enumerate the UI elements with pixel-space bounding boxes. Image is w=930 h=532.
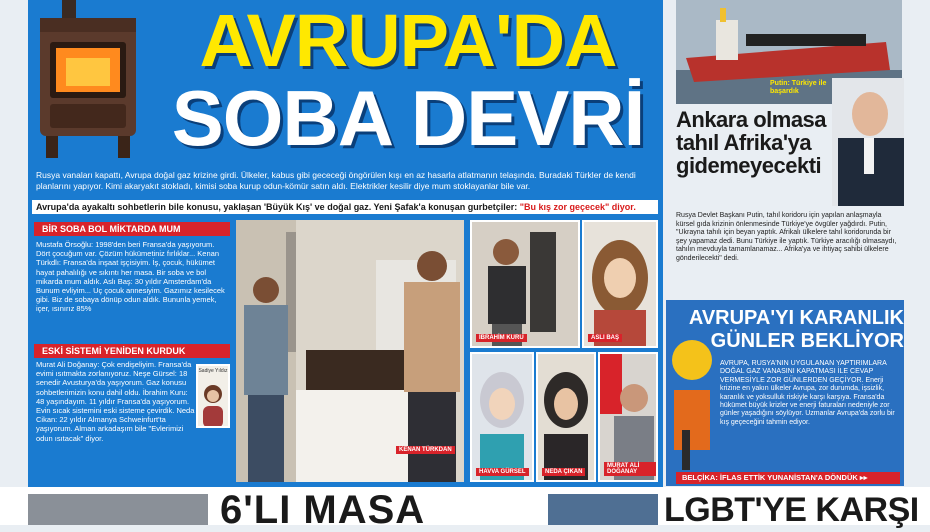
bottom-headline-right: LGBT'YE KARŞI xyxy=(664,491,919,529)
kitchen-photo-image xyxy=(236,220,464,482)
subline-quote: "Bu kış zor geçecek" diyor. xyxy=(519,202,636,212)
right-panel-headline2: GÜNLER BEKLİYOR xyxy=(710,330,904,352)
thumb-murat-ali-doganay xyxy=(598,352,658,482)
main-headline-line1: AVRUPA'DA xyxy=(199,0,617,82)
section1-title: BİR SOBA BOL MİKTARDA MUM xyxy=(34,222,230,236)
person-icon xyxy=(198,378,228,428)
bottom-middle-photo xyxy=(548,494,658,525)
ship-photo-caption: Putin: Türkiye ile başardık xyxy=(770,80,827,95)
thumb-neda-cikan xyxy=(536,352,596,482)
thumb-ibrahim-kuru xyxy=(470,220,580,348)
subline-prefix: Avrupa'da ayakaltı sohbetlerin bile konusu, yaklaşan 'Büyük Kış' ve doğal gaz. Yeni Şafak'a konuşan gurbetçiler: xyxy=(36,202,520,212)
main-subline xyxy=(32,200,658,214)
thumb5-caption: MURAT ALİ DOĞANAY xyxy=(604,462,656,476)
thumb-havva-gursel xyxy=(470,352,534,482)
person-photo-image xyxy=(472,222,578,346)
thumb2-caption: ASLI BAŞ xyxy=(588,334,622,342)
bottom-headline-left: 6'LI MASA xyxy=(220,488,426,532)
putin-photo xyxy=(832,78,904,206)
main-lead-text: Rusya vanaları kapattı, Avrupa doğal gaz krizine girdi. Ülkeler, kabus gibi gececeği öngörülen kışı en az hasarla atlatmanın telaşında. Buradaki Türkler de kendi planlarını yapıyor. Kimi akaryakıt stokladı, kimisi soba kurup odun-kömür satın aldı. Elektrikler kesilir diye mum stoklayanlar bile var. xyxy=(36,170,636,191)
small-portrait-photo xyxy=(196,364,230,428)
section1-text: Mustafa Örsoğlu: 1998'den beri Fransa'da yaşıyorum. Dört çocuğum var. Çözüm hükümetiniz fırlıklar... Kenan Türkdlı: Fransa'da inşaat işçisiyim. İş, çocuk, hükümet hayat pahalılığı ve sıkıntı her masa. Bir soba ve bol mikarda mum aldık. Aslı Baş: 30 yıldır Amsterdam'da Bunum evliyim... Uç çocuk annesiyim. Gazımız kesilecek gibi. Biz de sobaya dönüp odun aldık. Bununla yemek, içer, ısınırız 85% xyxy=(36,240,225,314)
right-panel-text: AVRUPA, RUSYA'NIN UYGULANAN YAPTIRIMLARA DOĞAL GAZ VANASINI KAPATMASI İLE CEVAP VERMESİYLE ZOR GÜNLERDEN GEÇİYOR. Enerji krizine en yakın ülkeler Avrupa, zor durumda, işsizlik, karanlık ve yoksulluk riskiyle karşı karşıya. Fransa'da hükümet büyük krizler ve enerji faturaları nedeniyle zor günler yaşadığını söylüyor. Uzmanlar Avrupa'da zorlu bir kış geçeceğini tahmin ediyor. xyxy=(720,360,895,426)
person-photo-image xyxy=(538,354,594,480)
right-headline: Ankara olmasa tahıl Afrika'ya gidemeyecekti xyxy=(676,107,827,178)
person-photo-image xyxy=(584,222,656,346)
main-photo-caption: KENAN TÜRKDAN xyxy=(396,446,455,454)
main-photo xyxy=(236,220,464,482)
thumb4-caption: NEDA ÇIKAN xyxy=(542,468,585,476)
thumb3-caption: HAVVA GÜRSEL xyxy=(476,468,529,476)
thumb1-caption: İBRAHİM KURU xyxy=(476,334,527,342)
right-story-text: Rusya Devlet Başkanı Putin, tahıl koridoru için yapılan anlaşmayla kürsel gıda krizinin önlenmesinde Türkiye'ye övgüler yağdırdı. Putin, "Ukrayna tahılı için beyan yaptık. Afrikalı ülkelere tahıl koridorunda bir şey yapamaz dedi. Bunu Türkiye ile yaptık. Türkiye aracılığı olmasaydı, tahılın mevduyla tamamlanamaz... Afrika'ya ve ihtiyaç sahibi ülkelere gönderilecekti" dedi. xyxy=(676,212,897,262)
right-panel-headline1: AVRUPA'YI KARANLIK xyxy=(688,307,904,329)
right-panel-bar: BELÇİKA: İFLAS ETTİK YUNANİSTAN'A DÖNDÜK ▸▸ xyxy=(676,472,900,484)
section2-text: Murat Ali Doğanay: Çok endişeliyim. Fransa'da evimi ısıtmakta zorlanıyoruz. Neşe Gürsel: 18 senedir Avusturya'da yaşıyorum. Gaz konusu sohbetlerimizin konu dahil oldu. İbrahim Kuru: 48 yaşındayım. 11 yıldır Fransa'da yaşıyorum. Evin sıcak sistemini eski sisteme çevirdik. Neda Cikan: 22 yıldır Almanya Schweinfurt'ta yaşıyorum. Alman arkadaşım bile "Evlerimizi odun ısıtacak" diyor. xyxy=(36,360,195,443)
thumb-asli-bas xyxy=(582,220,658,348)
section2-title: ESKİ SİSTEMİ YENİDEN KURDUK xyxy=(34,344,230,358)
bottom-left-photo xyxy=(28,494,208,525)
wood-stove-image xyxy=(32,0,142,162)
main-headline-line2: SOBA DEVRİ xyxy=(171,74,645,162)
person-photo-image xyxy=(472,354,532,480)
small-portrait-caption: Sadiye Yıldız xyxy=(198,368,228,374)
